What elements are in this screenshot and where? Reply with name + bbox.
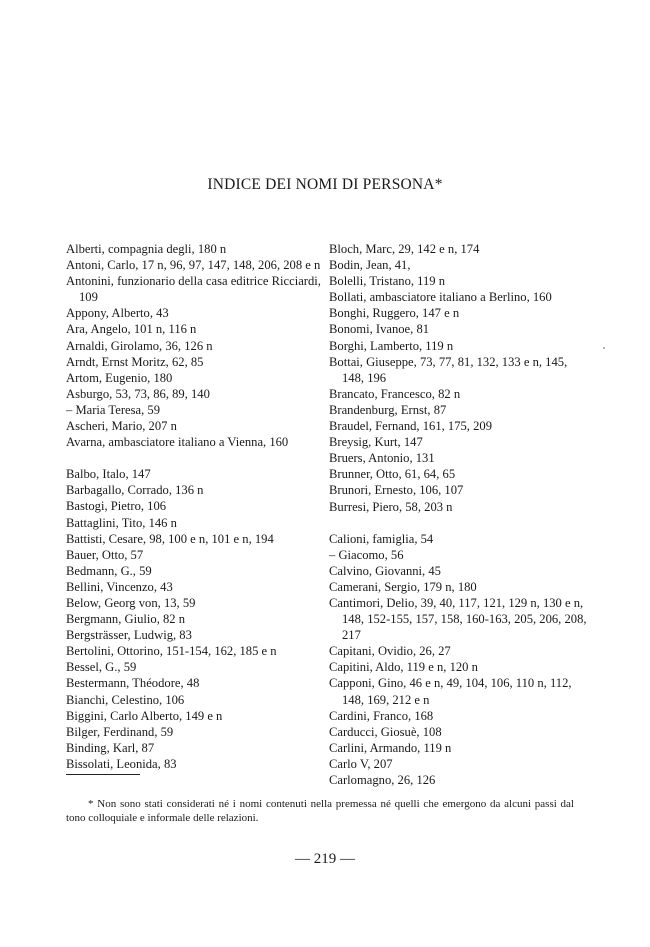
index-entry: Bissolati, Leonida, 83 (66, 756, 177, 771)
index-entry: Carducci, Giosuè, 108 (329, 724, 442, 739)
index-entry: Ascheri, Mario, 207 n (66, 419, 177, 434)
index-entry: Brancato, Francesco, 82 n (329, 386, 461, 401)
index-entry: Bruers, Antonio, 131 (329, 451, 435, 466)
index-entry: Battisti, Cesare, 98, 100 e n, 101 e n, 194 (66, 531, 274, 546)
index-entry: Calioni, famiglia, 54 (329, 531, 434, 546)
index-entry: Calvino, Giovanni, 45 (329, 563, 441, 578)
index-entry: Brunner, Otto, 61, 64, 65 (329, 467, 456, 482)
index-entry: Camerani, Sergio, 179 n, 180 (329, 579, 477, 594)
index-entry: Cantimori, Delio, 39, 40, 117, 121, 129 n, 130 e n, 148, 152-155, 157, 158, 160-163, 205, 206, 208, 217 (329, 595, 587, 643)
index-entry: Arnaldi, Girolamo, 36, 126 n (66, 338, 213, 353)
index-entry: Bolelli, Tristano, 119 n (329, 274, 446, 289)
index-entry: Bessel, G., 59 (66, 660, 137, 675)
index-entry: Asburgo, 53, 73, 86, 89, 140 (66, 386, 210, 401)
index-entry: Biggini, Carlo Alberto, 149 e n (66, 708, 223, 723)
index-entry: Bauer, Otto, 57 (66, 547, 144, 562)
index-entry: Brunori, Ernesto, 106, 107 (329, 483, 464, 498)
index-entry: Antoni, Carlo, 17 n, 96, 97, 147, 148, 206, 208 e n (66, 258, 321, 273)
index-entry: Bestermann, Théodore, 48 (66, 676, 200, 691)
index-entry: Battaglini, Tito, 146 n (66, 515, 177, 530)
index-entry: Avarna, ambasciatore italiano a Vienna, 160 (66, 435, 289, 450)
index-entry: Bianchi, Celestino, 106 (66, 692, 185, 707)
footnote: * Non sono stati considerati né i nomi contenuti nella premessa né quelli che emergono da alcuni passi dal tono colloquiale e informale delle relazioni. (66, 798, 574, 824)
index-entry: Cardini, Franco, 168 (329, 708, 434, 723)
index-entry: Appony, Alberto, 43 (66, 306, 169, 321)
index-entry: Capitini, Aldo, 119 e n, 120 n (329, 660, 478, 675)
index-entry: Below, Georg von, 13, 59 (66, 595, 196, 610)
index-entry: Bellini, Vincenzo, 43 (66, 579, 173, 594)
index-entry: Balbo, Italo, 147 (66, 467, 151, 482)
index-entry: Bonghi, Ruggero, 147 e n (329, 306, 460, 321)
index-entry: Bergmann, Giulio, 82 n (66, 612, 186, 627)
index-entry: Brandenburg, Ernst, 87 (329, 402, 447, 417)
index-entry: Burresi, Piero, 58, 203 n (329, 499, 453, 514)
index-column-left (66, 241, 328, 772)
scan-speck (603, 347, 605, 349)
index-entry: Capponi, Gino, 46 e n, 49, 104, 106, 110 n, 112, 148, 169, 212 e n (329, 676, 572, 707)
index-section-gap (329, 515, 589, 531)
index-entry: Alberti, compagnia degli, 180 n (66, 242, 227, 256)
index-entry: Borghi, Lamberto, 119 n (329, 338, 454, 353)
index-entry: Bonomi, Ivanoe, 81 (329, 322, 430, 337)
index-entry: Barbagallo, Corrado, 136 n (66, 483, 204, 498)
index-entry: Carlini, Armando, 119 n (329, 740, 452, 755)
index-entry: Bedmann, G., 59 (66, 563, 152, 578)
index-entry: Bottai, Giuseppe, 73, 77, 81, 132, 133 e n, 145, 148, 196 (329, 354, 568, 385)
index-entry: Breysig, Kurt, 147 (329, 435, 423, 450)
index-entry: Bastogi, Pietro, 106 (66, 499, 167, 514)
index-entry: Bodin, Jean, 41, (329, 258, 411, 273)
index-entry: Artom, Eugenio, 180 (66, 370, 173, 385)
index-entry: Bertolini, Ottorino, 151-154, 162, 185 e n (66, 644, 277, 659)
index-entry: – Giacomo, 56 (329, 547, 404, 562)
index-entry: Carlo V, 207 (329, 756, 393, 771)
index-entry: Carlomagno, 26, 126 (329, 773, 436, 787)
index-entry: Binding, Karl, 87 (66, 740, 155, 755)
page-title: INDICE DEI NOMI DI PERSONA* (207, 176, 443, 193)
index-entry: – Maria Teresa, 59 (66, 402, 161, 417)
index-entry: Bilger, Ferdinand, 59 (66, 724, 174, 739)
index-entry: Capitani, Ovidio, 26, 27 (329, 644, 451, 659)
index-entry: Arndt, Ernst Moritz, 62, 85 (66, 354, 204, 369)
index-entry: Bollati, ambasciatore italiano a Berlino, 160 (329, 290, 552, 305)
index-section-gap (66, 450, 328, 466)
index-entry: Bloch, Marc, 29, 142 e n, 174 (329, 242, 480, 256)
footnote-rule (66, 774, 140, 775)
page-number: — 219 — (295, 851, 355, 867)
index-entry: Ara, Angelo, 101 n, 116 n (66, 322, 197, 337)
index-entry: Bergsträsser, Ludwig, 83 (66, 628, 192, 643)
index-entry: Antonini, funzionario della casa editrice Ricciardi, 109 (66, 274, 321, 305)
index-entry: Braudel, Fernand, 161, 175, 209 (329, 419, 492, 434)
index-column-right (329, 241, 589, 788)
